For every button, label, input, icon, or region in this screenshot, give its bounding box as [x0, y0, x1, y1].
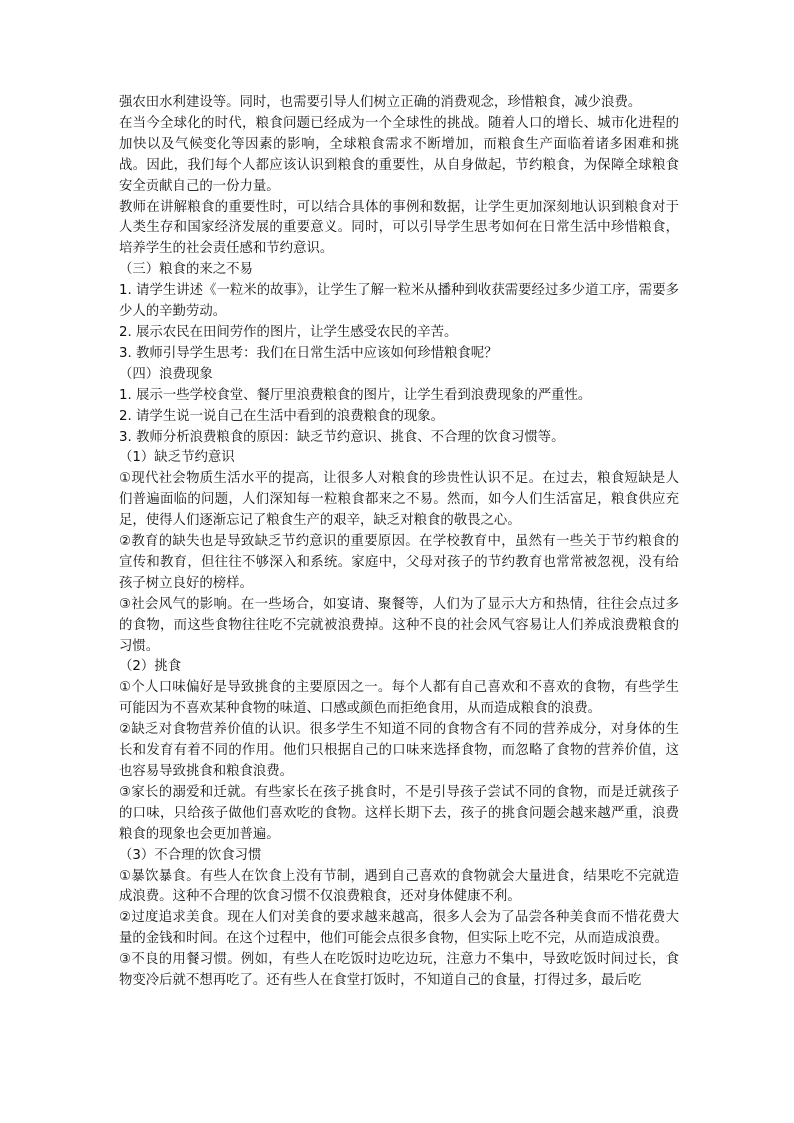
list-item: ①暴饮暴食。有些人在饮食上没有节制，遇到自己喜欢的食物就会大量进食，结果吃不完就造成浪费。这种不合理的饮食习惯不仅浪费粮食，还对身体健康不利。: [119, 868, 679, 905]
list-item: 1. 请学生讲述《一粒米的故事》，让学生了解一粒米从播种到收获需要经过多少道工序，需要多少人的辛勤劳动。: [119, 283, 679, 320]
list-item: 3. 教师引导学生思考：我们在日常生活中应该如何珍惜粮食呢？: [119, 345, 498, 361]
body-paragraph: 在当今全球化的时代，粮食问题已经成为一个全球性的挑战。随着人口的增长、城市化进程的加快以及气候变化等因素的影响，全球粮食需求不断增加，而粮食生产面临着诸多困难和挑战。因此，我们每个人都应该认识到粮食的重要性，从自身做起，节约粮食，为保障全球粮食安全贡献自己的一份力量。: [119, 115, 679, 194]
subsection-heading: （2）挑食: [119, 659, 182, 675]
section-heading: （三）粮食的来之不易: [119, 262, 253, 278]
subsection-heading: （1）缺乏节约意识: [119, 450, 235, 466]
list-item: ③不良的用餐习惯。例如，有些人在吃饭时边吃边玩，注意力不集中，导致吃饭时间过长，食物变冷后就不想再吃了。还有些人在食堂打饭时，不知道自己的食量，打得过多，最后吃: [119, 952, 679, 989]
list-item: 1. 展示一些学校食堂、餐厅里浪费粮食的图片，让学生看到浪费现象的严重性。: [119, 387, 592, 403]
list-item: 3. 教师分析浪费粮食的原因：缺乏节约意识、挑食、不合理的饮食习惯等。: [119, 429, 565, 445]
list-item: ②教育的缺失也是导致缺乏节约意识的重要原因。在学校教育中，虽然有一些关于节约粮食的宣传和教育，但往往不够深入和系统。家庭中，父母对孩子的节约教育也常常被忽视，没有给孩子树立良好的榜样。: [119, 534, 679, 591]
list-item: ①个人口味偏好是导致挑食的主要原因之一。每个人都有自己喜欢和不喜欢的食物，有些学生可能因为不喜欢某种食物的味道、口感或颜色而拒绝食用，从而造成粮食的浪费。: [119, 680, 679, 717]
section-heading: （四）浪费现象: [119, 366, 213, 382]
list-item: ①现代社会物质生活水平的提高，让很多人对粮食的珍贵性认识不足。在过去，粮食短缺是人们普遍面临的问题，人们深知每一粒粮食都来之不易。然而，如今人们生活富足，粮食供应充足，使得人们逐渐忘记了粮食生产的艰辛，缺乏对粮食的敬畏之心。: [119, 471, 679, 529]
list-item: ②缺乏对食物营养价值的认识。很多学生不知道不同的食物含有不同的营养成分，对身体的生长和发育有着不同的作用。他们只根据自己的口味来选择食物，而忽略了食物的营养价值，这也容易导致挑食和粮食浪费。: [119, 722, 679, 779]
list-item: 2. 请学生说一说自己在生活中看到的浪费粮食的现象。: [119, 408, 445, 424]
body-paragraph: 教师在讲解粮食的重要性时，可以结合具体的事例和数据，让学生更加深刻地认识到粮食对于人类生存和国家经济发展的重要意义。同时，可以引导学生思考如何在日常生活中珍惜粮食，培养学生的社会责任感和节约意识。: [119, 199, 679, 257]
list-item: ③社会风气的影响。在一些场合，如宴请、聚餐等，人们为了显示大方和热情，往往会点过多的食物，而这些食物往往吃不完就被浪费掉。这种不良的社会风气容易让人们养成浪费粮食的习惯。: [119, 596, 679, 654]
list-item: ②过度追求美食。现在人们对美食的要求越来越高，很多人会为了品尝各种美食而不惜花费大量的金钱和时间。在这个过程中，他们可能会点很多食物，但实际上吃不完，从而造成浪费。: [119, 910, 679, 947]
document-body: [119, 93, 679, 992]
body-paragraph: 强农田水利建设等。同时，也需要引导人们树立正确的消费观念，珍惜粮食，减少浪费。: [119, 95, 642, 110]
subsection-heading: （3）不合理的饮食习惯: [119, 847, 262, 863]
list-item: 2. 展示农民在田间劳作的图片，让学生感受农民的辛苦。: [119, 324, 458, 340]
list-item: ③家长的溺爱和迁就。有些家长在孩子挑食时，不是引导孩子尝试不同的食物，而是迁就孩子的口味，只给孩子做他们喜欢吃的食物。这样长期下去，孩子的挑食问题会越来越严重，浪费粮食的现象也会更加普遍。: [119, 784, 679, 842]
